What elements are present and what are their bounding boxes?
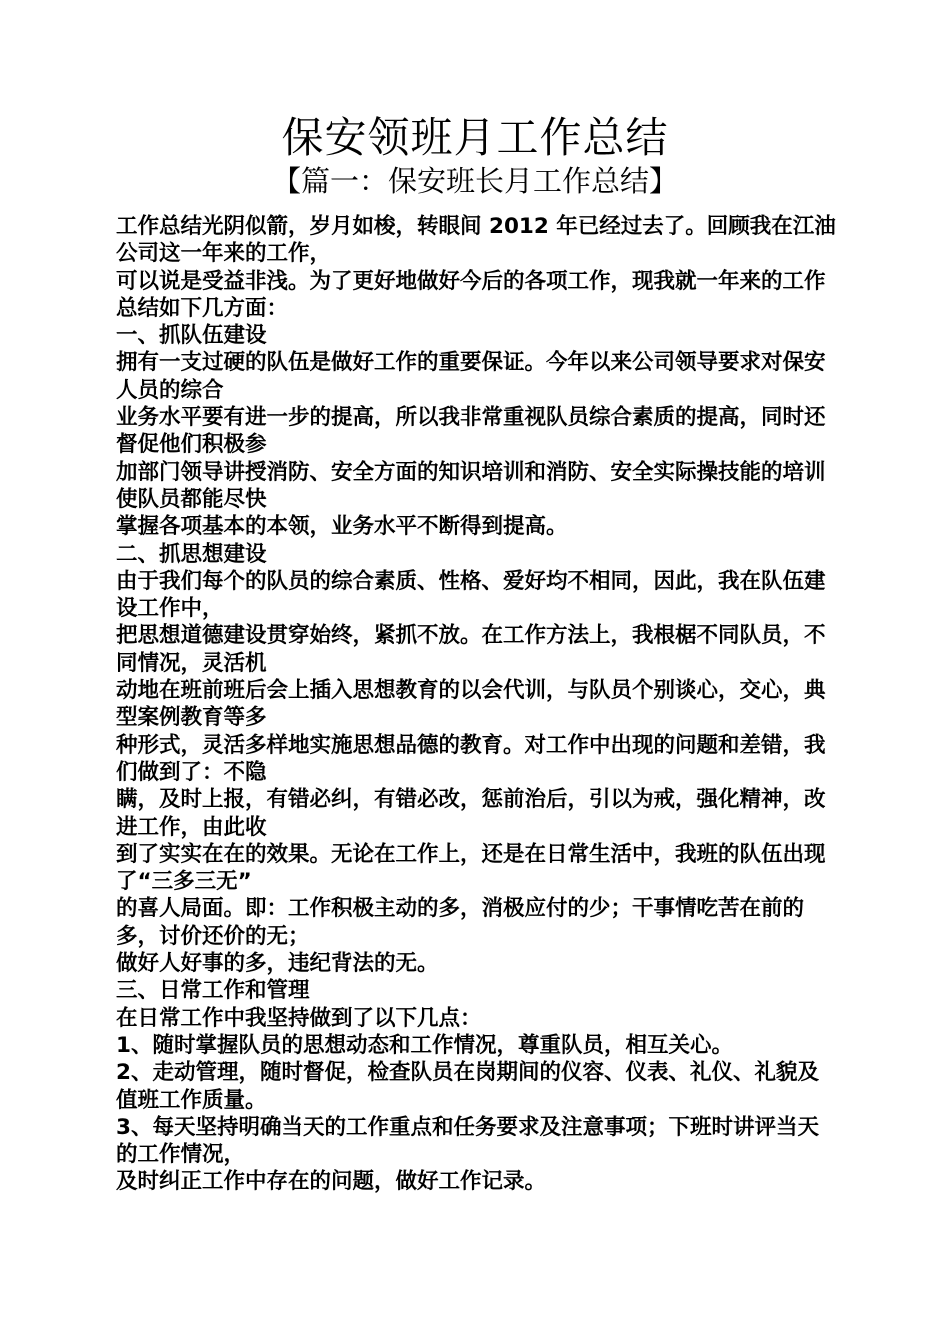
paragraph: 业务水平要有进一步的提高，所以我非常重视队员综合素质的提高，同时还督促他们积极参: [116, 405, 826, 458]
paragraph: 加部门领导讲授消防、安全方面的知识培训和消防、安全实际操技能的培训使队员都能尽快: [116, 459, 826, 512]
paragraph: 把思想道德建设贯穿始终，紧抓不放。在工作方法上，我根椐不同队员，不同情况，灵活机: [116, 623, 826, 676]
paragraph: 可以说是受益非浅。为了更好地做好今后的各项工作，现我就一年来的工作总结如下几方面：: [116, 268, 826, 321]
paragraph: 拥有一支过硬的队伍是做好工作的重要保证。今年以来公司领导要求对保安人员的综合: [116, 350, 826, 403]
list-item: 3、每天坚持明确当天的工作重点和任务要求及注意事项；下班时讲评当天的工作情况，: [116, 1114, 819, 1168]
section-heading: 二、抓思想建设: [116, 541, 267, 567]
paragraph: 在日常工作中我坚持做到了以下几点：: [116, 1005, 482, 1031]
section-heading: 一、抓队伍建设: [116, 323, 267, 349]
paragraph: 动地在班前班后会上插入思想教育的以会代训，与队员个别谈心，交心，典型案例教育等多: [116, 678, 826, 731]
document-subtitle: 【篇一：保安班长月工作总结】: [271, 164, 678, 198]
paragraph: 掌握各项基本的本领，业务水平不断得到提高。: [116, 514, 568, 540]
paragraph: 瞒，及时上报，有错必纠，有错必改，惩前治后，引以为戒，强化精神，改进工作，由此收: [116, 787, 826, 840]
paragraph: 到了实实在在的效果。无论在工作上，还是在日常生活中，我班的队伍出现了“三多三无”: [116, 841, 826, 895]
paragraph: 工作总结光阴似箭，岁月如梭，转眼间 2012 年已经过去了。回顾我在江油公司这一年来的工作，: [116, 214, 836, 267]
document-body: [116, 213, 836, 1196]
paragraph: 由于我们每个的队员的综合素质、性格、爱好均不相同，因此，我在队伍建设工作中，: [116, 568, 826, 622]
paragraph: 种形式，灵活多样地实施思想品德的教育。对工作中出现的问题和差错，我们做到了：不隐: [116, 732, 826, 785]
document-title: 保安领班月工作总结: [281, 113, 669, 162]
paragraph: 做好人好事的多，违纪背法的无。: [116, 951, 439, 977]
list-item: 1、随时掌握队员的思想动态和工作情况，尊重队员，相互关心。: [116, 1032, 733, 1058]
paragraph: 及时纠正工作中存在的问题，做好工作记录。: [116, 1169, 547, 1195]
section-heading: 三、日常工作和管理: [116, 978, 310, 1004]
list-item: 2、走动管理，随时督促，检查队员在岗期间的仪容、仪表、礼仪、礼貌及值班工作质量。: [116, 1060, 819, 1113]
paragraph: 的喜人局面。即：工作积极主动的多，消极应付的少；干事情吃苦在前的多，讨价还价的无；: [116, 896, 805, 949]
